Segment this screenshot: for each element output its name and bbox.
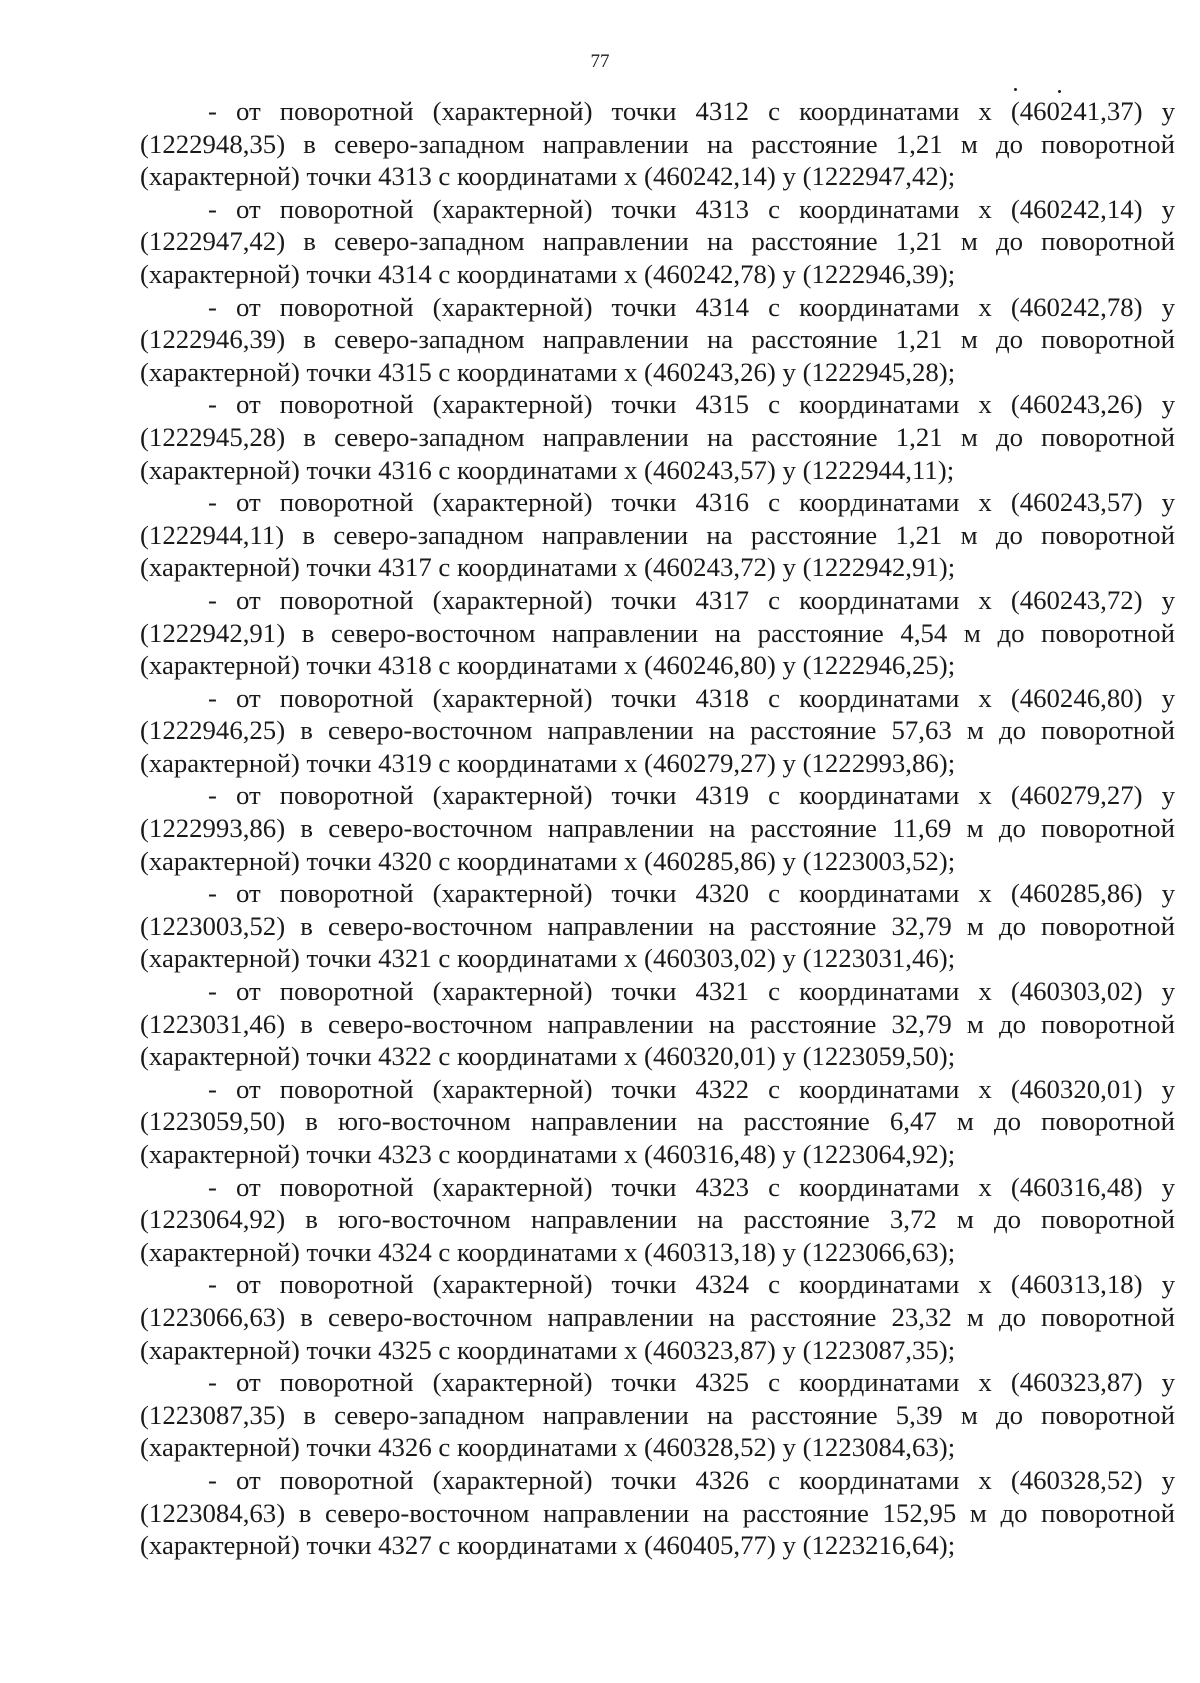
- boundary-segment-paragraph: - от поворотной (характерной) точки 4323 с координатами х (460316,48) у (1223064,92) в юго-восточном направлении на расстояние 3,72 м до поворотной (характерной) точки 4324 с координатами х (460313,18) у (1223066,63);: [140, 1171, 1175, 1267]
- page-number: 77: [590, 51, 610, 72]
- boundary-segment-paragraph: - от поворотной (характерной) точки 4326 с координатами х (460328,52) у (1223084,63) в северо-восточном направлении на расстояние 152,95 м до поворотной (характерной) точки 4327 с координатами х (460405,77) у (1223216,64);: [140, 1464, 1175, 1561]
- boundary-segment-paragraph: - от поворотной (характерной) точки 4312 с координатами х (460241,37) у (1222948,35) в северо-западном направлении на расстояние 1,21 м до поворотной (характерной) точки 4313 с координатами х (460242,14) у (1222947,42);: [140, 96, 1175, 192]
- boundary-segment-paragraph: - от поворотной (характерной) точки 4315 с координатами х (460243,26) у (1222945,28) в северо-западном направлении на расстояние 1,21 м до поворотной (характерной) точки 4316 с координатами х (460243,57) у (1222944,11);: [140, 389, 1175, 485]
- scan-speck: [1014, 88, 1017, 91]
- boundary-segment-paragraph: - от поворотной (характерной) точки 4313 с координатами х (460242,14) у (1222947,42) в северо-западном направлении на расстояние 1,21 м до поворотной (характерной) точки 4314 с координатами х (460242,78) у (1222946,39);: [140, 193, 1175, 289]
- scan-speck: [1058, 90, 1061, 93]
- boundary-segment-paragraph: - от поворотной (характерной) точки 4322 с координатами х (460320,01) у (1223059,50) в юго-восточном направлении на расстояние 6,47 м до поворотной (характерной) точки 4323 с координатами х (460316,48) у (1223064,92);: [140, 1073, 1175, 1169]
- boundary-segment-paragraph: - от поворотной (характерной) точки 4316 с координатами х (460243,57) у (1222944,11) в северо-западном направлении на расстояние 1,21 м до поворотной (характерной) точки 4317 с координатами х (460243,72) у (1222942,91);: [140, 487, 1175, 583]
- boundary-segment-paragraph: - от поворотной (характерной) точки 4321 с координатами х (460303,02) у (1223031,46) в северо-восточном направлении на расстояние 32,79 м до поворотной (характерной) точки 4322 с координатами х (460320,01) у (1223059,50);: [140, 976, 1175, 1072]
- document-body: [140, 95, 1175, 1562]
- boundary-segment-paragraph: - от поворотной (характерной) точки 4317 с координатами х (460243,72) у (1222942,91) в северо-восточном направлении на расстояние 4,54 м до поворотной (характерной) точки 4318 с координатами х (460246,80) у (1222946,25);: [140, 584, 1175, 681]
- boundary-segment-paragraph: - от поворотной (характерной) точки 4320 с координатами х (460285,86) у (1223003,52) в северо-восточном направлении на расстояние 32,79 м до поворотной (характерной) точки 4321 с координатами х (460303,02) у (1223031,46);: [140, 878, 1175, 974]
- boundary-segment-paragraph: - от поворотной (характерной) точки 4319 с координатами х (460279,27) у (1222993,86) в северо-восточном направлении на расстояние 11,69 м до поворотной (характерной) точки 4320 с координатами х (460285,86) у (1223003,52);: [140, 780, 1175, 876]
- boundary-segment-paragraph: - от поворотной (характерной) точки 4324 с координатами х (460313,18) у (1223066,63) в северо-восточном направлении на расстояние 23,32 м до поворотной (характерной) точки 4325 с координатами х (460323,87) у (1223087,35);: [140, 1269, 1175, 1365]
- boundary-segment-paragraph: - от поворотной (характерной) точки 4314 с координатами х (460242,78) у (1222946,39) в северо-западном направлении на расстояние 1,21 м до поворотной (характерной) точки 4315 с координатами х (460243,26) у (1222945,28);: [140, 291, 1175, 387]
- boundary-segment-paragraph: - от поворотной (характерной) точки 4318 с координатами х (460246,80) у (1222946,25) в северо-восточном направлении на расстояние 57,63 м до поворотной (характерной) точки 4319 с координатами х (460279,27) у (1222993,86);: [140, 682, 1175, 778]
- boundary-segment-paragraph: - от поворотной (характерной) точки 4325 с координатами х (460323,87) у (1223087,35) в северо-западном направлении на расстояние 5,39 м до поворотной (характерной) точки 4326 с координатами х (460328,52) у (1223084,63);: [140, 1367, 1175, 1463]
